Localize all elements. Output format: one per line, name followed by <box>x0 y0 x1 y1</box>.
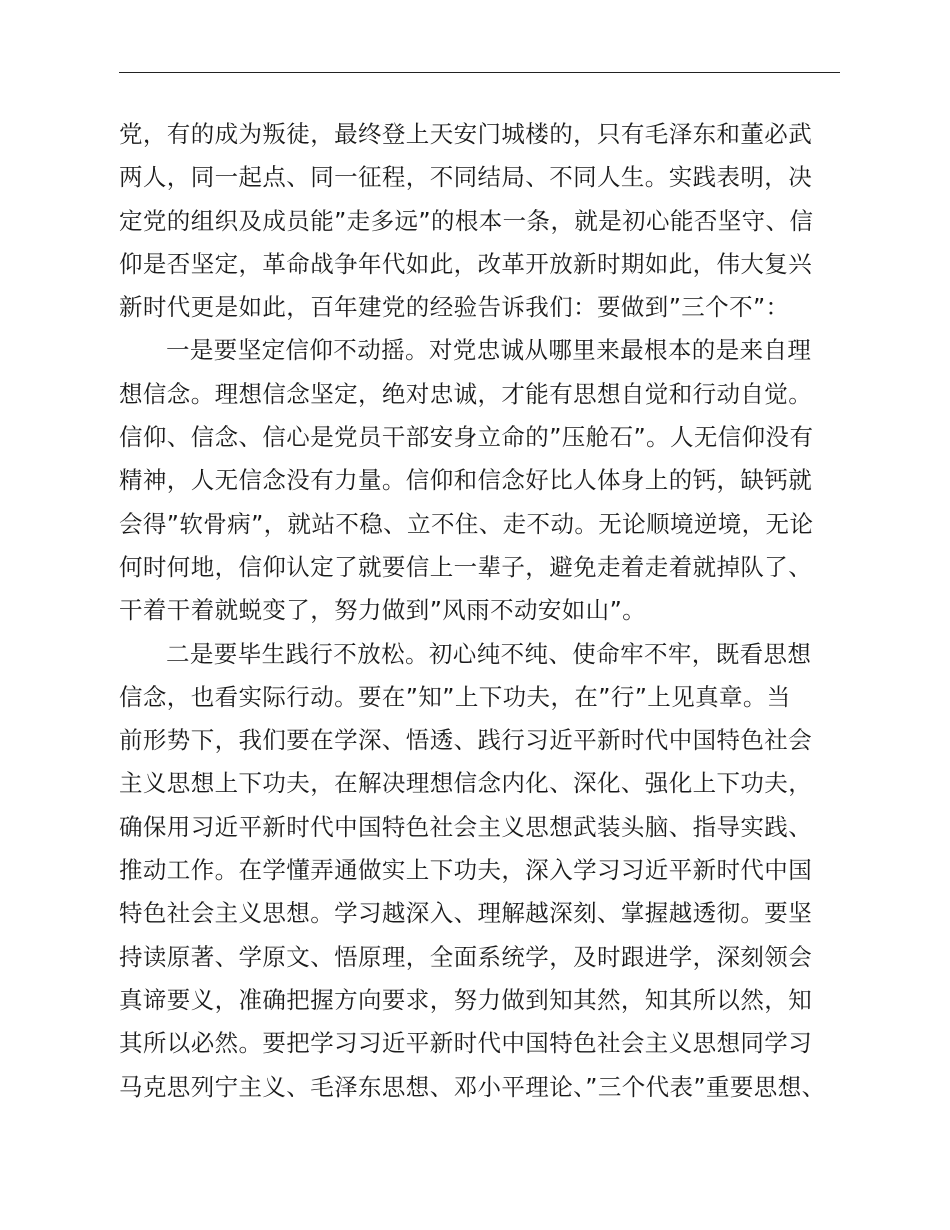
text-line: 两人，同一起点、同一征程，不同结局、不同人生。实践表明，决 <box>119 163 813 192</box>
text-line: 新时代更是如此，百年建党的经验告诉我们：要做到”三个不”： <box>119 293 790 322</box>
text-line: 前形势下，我们要在学深、悟透、践行习近平新时代中国特色社会 <box>119 726 813 755</box>
text-line: 持读原著、学原文、悟原理，全面系统学，及时跟进学，深刻领会 <box>119 942 813 971</box>
text-line: 主义思想上下功夫，在解决理想信念内化、深化、强化上下功夫， <box>119 769 813 798</box>
text-line: 会得”软骨病”，就站不稳、立不住、走不动。无论顺境逆境，无论 <box>119 509 814 538</box>
text-line: 想信念。理想信念坚定，绝对忠诚，才能有思想自觉和行动自觉。 <box>119 379 813 408</box>
text-line: 特色社会主义思想。学习越深入、理解越深刻、掌握越透彻。要坚 <box>119 899 813 928</box>
body-text <box>119 113 849 1109</box>
header-rule <box>119 72 840 73</box>
text-line: 党，有的成为叛徒，最终登上天安门城楼的，只有毛泽东和董必武 <box>119 120 813 148</box>
text-line: 干着干着就蜕变了，努力做到”风雨不动安如山”。 <box>119 596 647 625</box>
text-line: 精神，人无信念没有力量。信仰和信念好比人体身上的钙，缺钙就 <box>119 466 813 495</box>
text-line: 信仰、信念、信心是党员干部安身立命的”压舱石”。人无信仰没有 <box>119 423 814 452</box>
paragraph-start-line: 二是要毕生践行不放松。初心纯不纯、使命牢不牢，既看思想 <box>166 639 812 668</box>
text-line: 其所以必然。要把学习习近平新时代中国特色社会主义思想同学习 <box>119 1029 813 1058</box>
text-line: 定党的组织及成员能”走多远”的根本一条，就是初心能否坚守、信 <box>119 206 814 235</box>
text-line: 仰是否坚定，革命战争年代如此，改革开放新时期如此，伟大复兴 <box>119 249 813 278</box>
text-line: 真谛要义，准确把握方向要求，努力做到知其然，知其所以然，知 <box>119 985 813 1014</box>
text-line: 马克思列宁主义、毛泽东思想、邓小平理论、”三个代表”重要思想、 <box>119 1072 826 1101</box>
text-line: 信念，也看实际行动。要在”知”上下功夫，在”行”上见真章。当 <box>119 682 791 711</box>
text-line: 确保用习近平新时代中国特色社会主义思想武装头脑、指导实践、 <box>119 812 813 841</box>
text-line: 何时何地，信仰认定了就要信上一辈子，避免走着走着就掉队了、 <box>119 552 813 581</box>
text-line: 推动工作。在学懂弄通做实上下功夫，深入学习习近平新时代中国 <box>119 856 813 885</box>
paragraph-start-line: 一是要坚定信仰不动摇。对党忠诚从哪里来最根本的是来自理 <box>166 336 812 365</box>
